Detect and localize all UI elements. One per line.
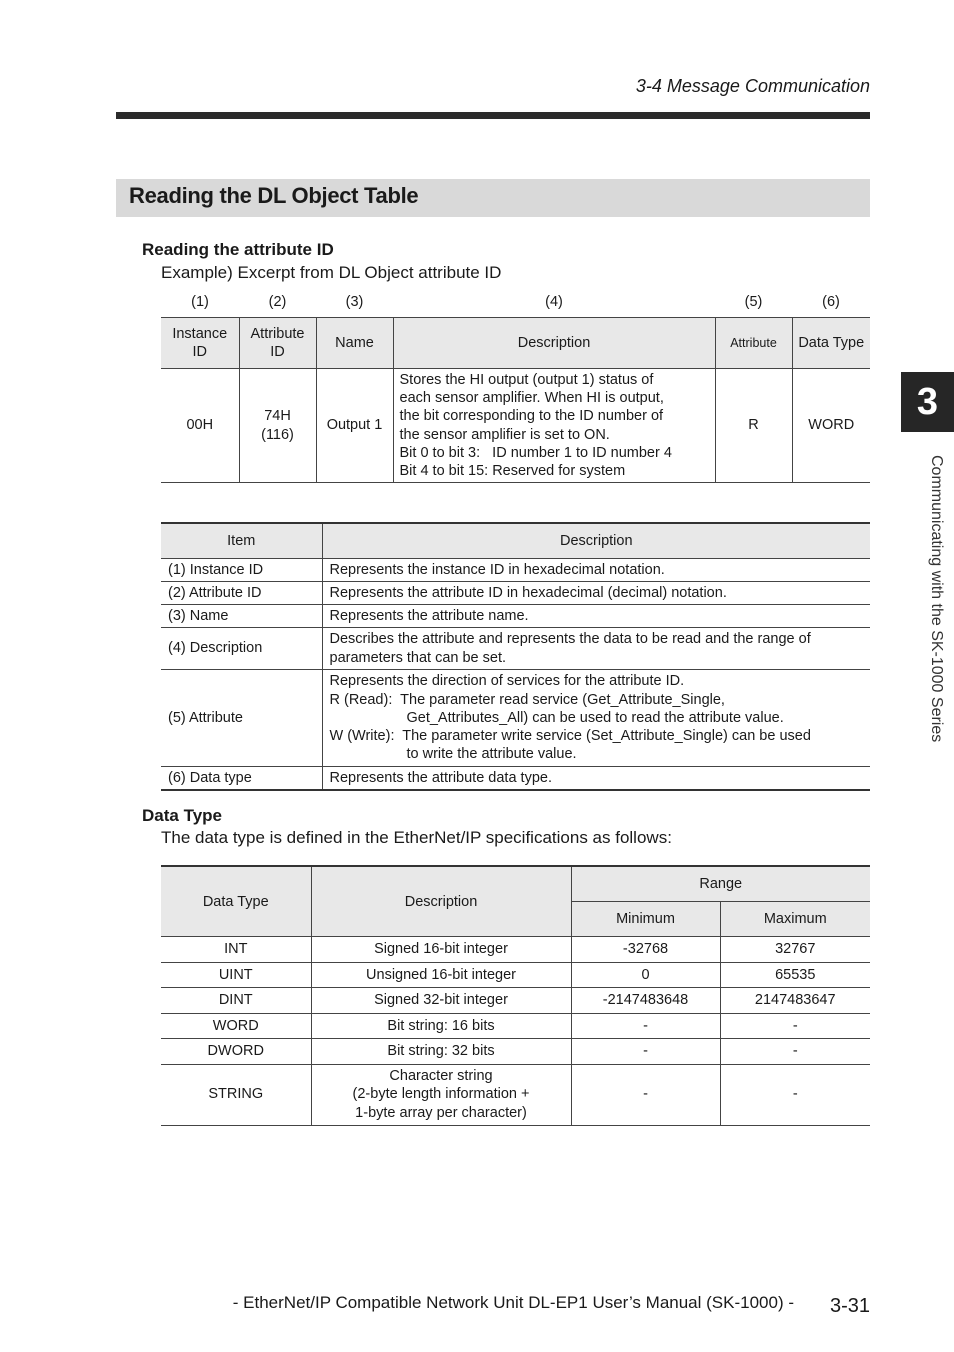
table-row (161, 962, 870, 988)
description-line: W (Write): The parameter write service (Set_Attribute_Single) can be used (329, 728, 811, 745)
table-row (161, 767, 870, 791)
table-row (161, 1064, 870, 1125)
cell-attribute: R (715, 369, 792, 483)
attribute-example-table (161, 317, 870, 483)
description-line: Get_Attributes_All) can be used to read the attribute value. (406, 709, 784, 726)
cell-description: Bit string: 16 bits (311, 1013, 571, 1039)
description-line: Represents the direction of services for the attribute ID. (329, 673, 685, 690)
chapter-tab: 3 (901, 372, 954, 432)
header-attribute-id: Attribute ID (239, 318, 316, 369)
header-data-type: Data Type (161, 866, 311, 937)
description-line: R (Read): The parameter read service (Get_Attribute_Single, (329, 691, 725, 708)
description-line: 1-byte array per character) (355, 1104, 527, 1121)
table-row (161, 605, 870, 628)
header-rule (116, 112, 870, 119)
cell-description: Unsigned 16-bit integer (311, 962, 571, 988)
description-line: Bit 0 to bit 3: ID number 1 to ID number 4 (399, 444, 672, 461)
description-line: the bit corresponding to the ID number of (399, 408, 664, 425)
section-title-bar (116, 179, 870, 217)
table-row (161, 369, 870, 483)
cell-description: Represents the attribute ID in hexadecimal (decimal) notation. (322, 582, 870, 605)
cell-maximum: 65535 (720, 962, 870, 988)
cell-description: Represents the attribute name. (322, 605, 870, 628)
cell-description: Represents the attribute data type. (322, 767, 870, 791)
cell-description: Bit string: 32 bits (311, 1039, 571, 1065)
cell-type: UINT (161, 962, 311, 988)
header-description: Description (311, 866, 571, 937)
header-range: Range (571, 866, 870, 902)
attribute-id-dec: (116) (261, 426, 294, 443)
column-number: (6) (822, 294, 840, 310)
header-item: Item (161, 523, 322, 559)
cell-description (322, 670, 870, 767)
cell-type: DWORD (161, 1039, 311, 1065)
page-number: 3-31 (829, 1295, 870, 1317)
table-row (161, 988, 870, 1014)
cell-item: (1) Instance ID (161, 559, 322, 582)
column-number: (2) (268, 294, 287, 310)
cell-minimum: - (571, 1064, 720, 1125)
cell-maximum: 32767 (720, 937, 870, 963)
cell-data-type: WORD (792, 369, 870, 483)
cell-type: INT (161, 937, 311, 963)
description-line: Character string (389, 1068, 493, 1085)
table-row (161, 582, 870, 605)
description-line: to write the attribute value. (406, 746, 577, 763)
cell-item: (3) Name (161, 605, 322, 628)
header-instance-id: Instance ID (161, 318, 239, 369)
data-type-heading: Data Type (142, 806, 222, 825)
cell-item: (2) Attribute ID (161, 582, 322, 605)
cell-description: Describes the attribute and represents the data to be read and the range of parameters that can be set. (322, 628, 870, 670)
data-type-table (161, 865, 870, 1126)
legend-table (161, 522, 870, 791)
cell-description (311, 1064, 571, 1125)
header-attribute: Attribute (715, 318, 792, 369)
cell-description: Signed 16-bit integer (311, 937, 571, 963)
cell-name: Output 1 (316, 369, 393, 483)
header-description: Description (322, 523, 870, 559)
description-line: (2-byte length information + (352, 1086, 530, 1103)
cell-minimum: - (571, 1039, 720, 1065)
cell-minimum: -2147483648 (571, 988, 720, 1014)
chapter-side-title: Communicating with the SK-1000 Series (928, 455, 945, 743)
cell-type: DINT (161, 988, 311, 1014)
cell-description: Signed 32-bit integer (311, 988, 571, 1014)
attribute-id-hex: 74H (264, 408, 291, 425)
cell-maximum: - (720, 1013, 870, 1039)
table-row (161, 937, 870, 963)
table-row (161, 628, 870, 670)
cell-item: (4) Description (161, 628, 322, 670)
column-number: (5) (744, 294, 763, 310)
header-maximum: Maximum (720, 902, 870, 937)
description-line: Stores the HI output (output 1) status of (399, 371, 654, 388)
cell-instance-id: 00H (161, 369, 239, 483)
header-name: Name (316, 318, 393, 369)
description-line: Bit 4 to bit 15: Reserved for system (399, 462, 626, 479)
running-header: 3-4 Message Communication (635, 76, 870, 96)
cell-description (393, 369, 715, 483)
cell-minimum: 0 (571, 962, 720, 988)
description-line: each sensor amplifier. When HI is output, (399, 390, 664, 407)
column-number: (1) (191, 294, 209, 310)
table-row (161, 1039, 870, 1065)
column-number: (4) (545, 294, 563, 310)
header-data-type: Data Type (792, 318, 870, 369)
cell-type: WORD (161, 1013, 311, 1039)
cell-maximum: - (720, 1064, 870, 1125)
cell-type: STRING (161, 1064, 311, 1125)
cell-maximum: - (720, 1039, 870, 1065)
data-type-intro: The data type is defined in the EtherNet/IP specifications as follows: (161, 828, 672, 847)
cell-minimum: -32768 (571, 937, 720, 963)
cell-description: Represents the instance ID in hexadecimal notation. (322, 559, 870, 582)
description-line: the sensor amplifier is set to ON. (399, 426, 610, 443)
cell-item: (5) Attribute (161, 670, 322, 767)
table-row (161, 670, 870, 767)
column-numbers (161, 294, 870, 312)
table-row (161, 559, 870, 582)
cell-minimum: - (571, 1013, 720, 1039)
header-description: Description (393, 318, 715, 369)
cell-maximum: 2147483647 (720, 988, 870, 1014)
attribute-caption: Example) Excerpt from DL Object attribute ID (161, 263, 502, 282)
section-title: Reading the DL Object Table (129, 183, 419, 208)
cell-attribute-id (239, 369, 316, 483)
table-row (161, 1013, 870, 1039)
footer-manual-title: - EtherNet/IP Compatible Network Unit DL-EP1 User’s Manual (SK-1000) - (232, 1293, 794, 1312)
column-number: (3) (345, 294, 364, 310)
attribute-heading: Reading the attribute ID (142, 240, 334, 259)
header-minimum: Minimum (571, 902, 720, 937)
cell-item: (6) Data type (161, 767, 322, 791)
